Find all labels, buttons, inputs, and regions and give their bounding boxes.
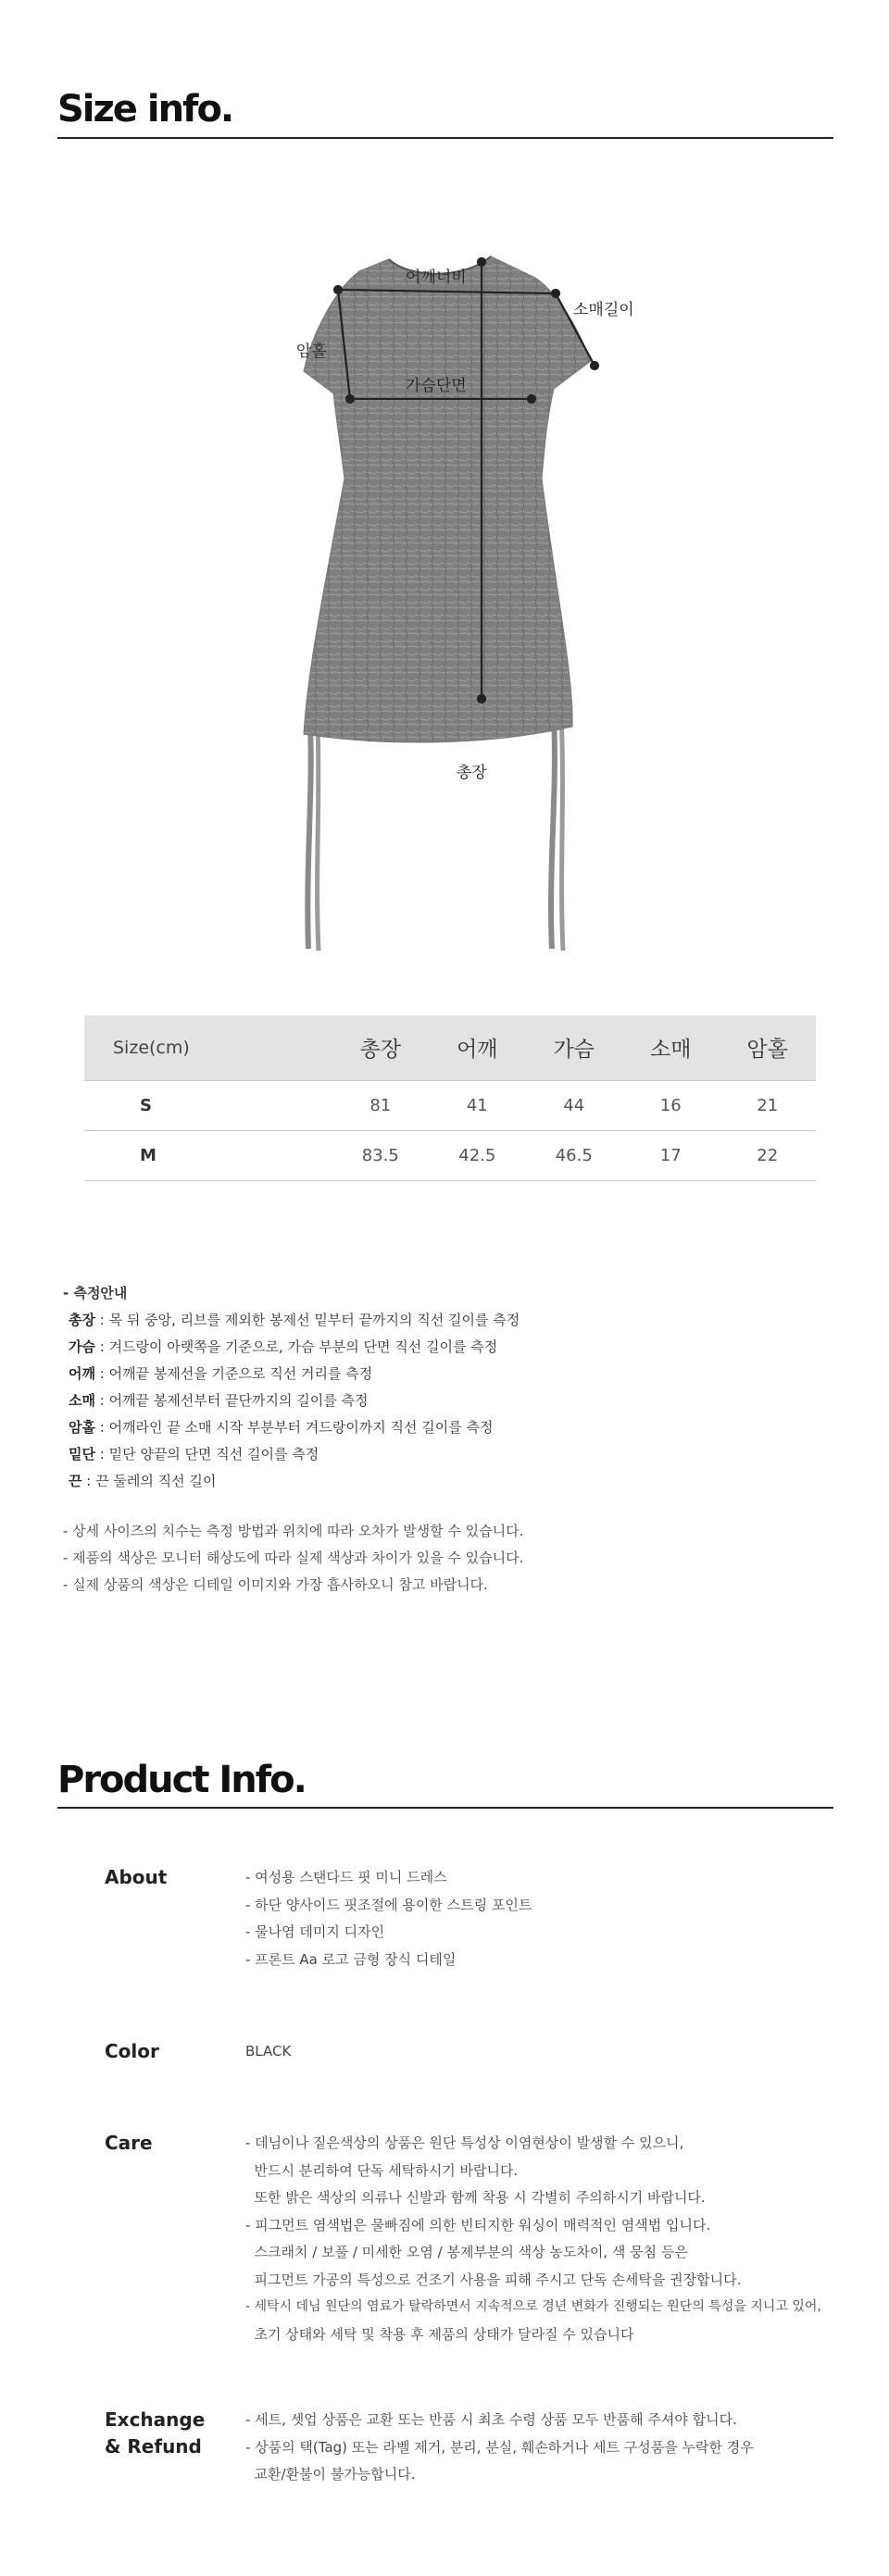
note-line: - 제품의 색상은 모니터 해상도에 따라 실제 색상과 차이가 있을 수 있습니다. <box>63 1549 524 1566</box>
size-info-title: Size info. <box>57 88 233 131</box>
measure-desc: : 끈 둘레의 직선 길이 <box>81 1473 217 1489</box>
measure-item <box>63 1307 804 1334</box>
left-string <box>307 727 310 949</box>
exchange-line: 교환/환불이 불가능합니다. <box>245 2466 416 2483</box>
about-lines <box>245 1864 857 1973</box>
right-string <box>551 717 555 949</box>
table-cell: 46.5 <box>526 1130 622 1180</box>
measure-term: 끈 <box>69 1473 82 1489</box>
product-info-title: Product Info. <box>57 1759 306 1801</box>
table-cell: 21 <box>720 1080 817 1130</box>
about-line: - 물나염 데미지 디자인 <box>245 1923 385 1940</box>
dress-measurement-diagram <box>259 236 634 977</box>
size-info-divider <box>57 137 833 139</box>
care-line: - 세탁시 데님 원단의 염료가 탈락하면서 지속적으로 경년 변화가 진행되는 원단의 특성을 지니고 있어, <box>245 2299 821 2314</box>
size-cell: S <box>84 1080 332 1130</box>
care-line: 또한 밝은 색상의 의류나 신발과 함께 착용 시 각별히 주의하시기 바랍니다. <box>245 2189 706 2206</box>
header-chest: 가슴 <box>526 1015 622 1080</box>
measure-item <box>63 1388 804 1414</box>
measure-term: 암홀 <box>69 1419 95 1436</box>
color-lines <box>245 2038 857 2066</box>
header-armhole: 암홀 <box>720 1015 817 1080</box>
measure-desc: : 어깨라인 끝 소매 시작 부분부터 겨드랑이까지 직선 길이를 측정 <box>94 1419 494 1436</box>
note-line: - 실제 상품의 색상은 디테일 이미지와 가장 흡사하오니 참고 바랍니다. <box>63 1576 488 1593</box>
about-line: - 프론트 Aa 로고 금형 장식 디테일 <box>245 1950 457 1968</box>
exchange-label <box>105 2407 205 2460</box>
table-cell: 22 <box>720 1130 817 1180</box>
measure-desc: : 어깨끝 봉제선부터 끝단까지의 길이를 측정 <box>94 1392 369 1409</box>
table-row <box>84 1130 816 1180</box>
about-line: - 여성용 스탠다드 핏 미니 드레스 <box>245 1869 447 1885</box>
measure-term: 가슴 <box>69 1338 95 1355</box>
header-sleeve: 소매 <box>622 1015 719 1080</box>
care-lines <box>245 2130 857 2348</box>
measure-guide <box>63 1280 804 1495</box>
measure-item <box>63 1361 804 1388</box>
care-label: Care <box>105 2132 153 2154</box>
table-cell: 81 <box>332 1080 429 1130</box>
armhole-label: 암홀 <box>296 342 327 361</box>
table-cell: 44 <box>526 1080 622 1130</box>
measure-item <box>63 1334 804 1361</box>
measure-item <box>63 1468 804 1495</box>
exchange-line: - 세트, 셋업 상품은 교환 또는 반품 시 최초 수령 상품 모두 반품해 주셔야 합니다. <box>245 2411 737 2428</box>
size-cell: M <box>84 1130 332 1180</box>
table-cell: 83.5 <box>332 1130 429 1180</box>
measure-desc: : 겨드랑이 아랫쪽을 기준으로, 가슴 부분의 단면 직선 길이를 측정 <box>94 1338 498 1355</box>
exchange-label-line1: Exchange <box>105 2408 206 2431</box>
table-cell: 17 <box>622 1130 719 1180</box>
note-line: - 상세 사이즈의 치수는 측정 방법과 위치에 따라 오차가 발생할 수 있습니다. <box>63 1523 524 1539</box>
header-size: Size(cm) <box>84 1015 332 1080</box>
size-table-header-row <box>84 1015 816 1080</box>
left-string-2 <box>318 727 319 951</box>
measure-guide-heading: - 측정안내 <box>63 1285 128 1301</box>
size-notes <box>63 1518 822 1599</box>
exchange-line: - 상품의 택(Tag) 또는 라벨 제거, 분리, 분실, 훼손하거나 세트 구성품을 누락한 경우 <box>245 2438 754 2456</box>
header-length: 총장 <box>332 1015 429 1080</box>
measure-term: 총장 <box>69 1312 95 1328</box>
length-label: 총장 <box>457 764 487 782</box>
care-line: - 데님이나 짙은색상의 상품은 원단 특성상 이염현상이 발생할 수 있으니, <box>245 2134 684 2151</box>
measure-desc: : 어깨끝 봉제선을 기준으로 직선 거리를 측정 <box>94 1365 373 1382</box>
header-shoulder: 어깨 <box>429 1015 525 1080</box>
measure-term: 밑단 <box>69 1446 95 1462</box>
care-line: 피그먼트 가공의 특성으로 건조기 사용을 피해 주시고 단독 손세탁을 권장합니다. <box>245 2271 742 2288</box>
about-line: - 하단 양사이드 핏조절에 용이한 스트링 포인트 <box>245 1896 532 1913</box>
measure-term: 어깨 <box>69 1365 95 1382</box>
care-line: 반드시 분리하여 단독 세탁하시기 바랍니다. <box>245 2161 519 2179</box>
dress-body <box>304 256 591 742</box>
measure-item <box>63 1441 804 1468</box>
care-line: - 피그먼트 염색법은 물빠짐에 의한 빈티지한 워싱이 매력적인 염색법 입니다. <box>245 2216 711 2234</box>
measure-term: 소매 <box>69 1392 95 1409</box>
about-label: About <box>105 1866 168 1888</box>
size-table <box>84 1015 816 1181</box>
care-line: 스크래치 / 보풀 / 미세한 오염 / 봉제부분의 색상 농도차이, 색 뭉침 등은 <box>245 2244 688 2260</box>
product-info-divider <box>57 1807 833 1809</box>
table-row <box>84 1080 816 1130</box>
color-label: Color <box>105 2040 159 2062</box>
table-cell: 42.5 <box>429 1130 525 1180</box>
table-cell: 16 <box>622 1080 719 1130</box>
care-line: 초기 상태와 세탁 및 착용 후 제품의 상태가 달라질 수 있습니다 <box>245 2325 634 2343</box>
shoulder-label: 어깨너비 <box>406 268 467 287</box>
table-cell: 41 <box>429 1080 525 1130</box>
exchange-lines <box>245 2407 857 2489</box>
measure-desc: : 목 뒤 중앙, 리브를 제외한 봉제선 밑부터 끝까지의 직선 길이를 측정 <box>94 1312 520 1328</box>
color-value: BLACK <box>245 2043 292 2060</box>
measure-item <box>63 1414 804 1441</box>
right-string-2 <box>561 717 563 951</box>
exchange-label-line2: & Refund <box>105 2435 202 2458</box>
measure-desc: : 밑단 양끝의 단면 직선 길이를 측정 <box>94 1446 319 1462</box>
chest-label: 가슴단면 <box>406 377 467 395</box>
sleeve-label: 소매길이 <box>573 301 634 319</box>
